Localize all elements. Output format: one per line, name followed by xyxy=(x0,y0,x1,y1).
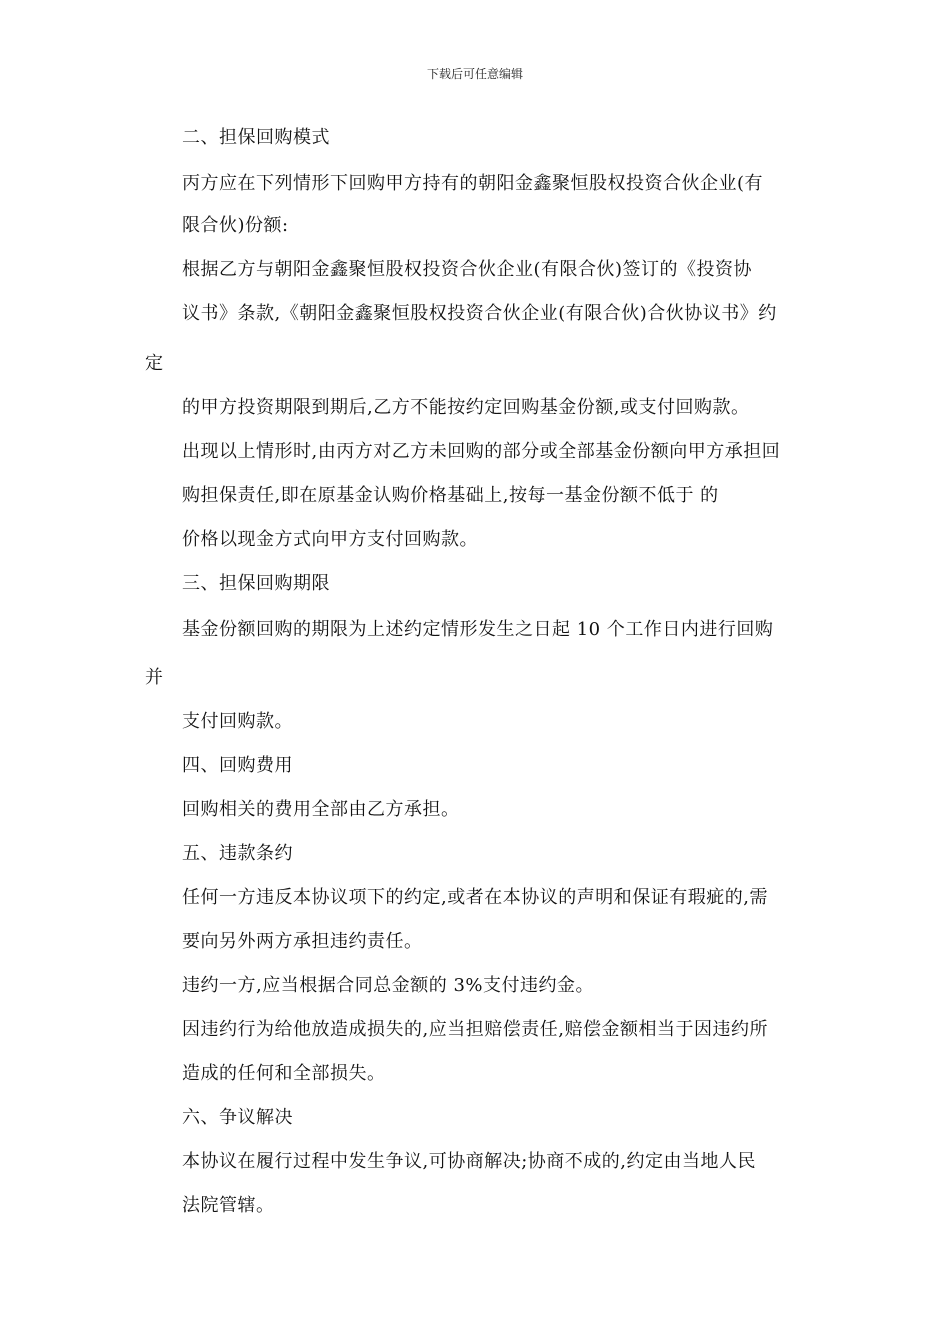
paragraph-line: 因违约行为给他放造成损失的,应当担赔偿责任,赔偿金额相当于因违约所 xyxy=(182,1019,768,1040)
paragraph-line: 根据乙方与朝阳金鑫聚恒股权投资合伙企业(有限合伙)签订的《投资协 xyxy=(182,259,753,280)
paragraph-line: 丙方应在下列情形下回购甲方持有的朝阳金鑫聚恒股权投资合伙企业(有 xyxy=(182,173,764,194)
paragraph-line: 的甲方投资期限到期后,乙方不能按约定回购基金份额,或支付回购款。 xyxy=(182,397,750,418)
paragraph-line: 违约一方,应当根据合同总金额的 3%支付违约金。 xyxy=(182,975,594,996)
page-header: 下载后可任意编辑 xyxy=(426,67,523,81)
paragraph-line: 基金份额回购的期限为上述约定情形发生之日起 10 个工作日内进行回购 xyxy=(182,619,774,640)
paragraph-line: 法院管辖。 xyxy=(182,1195,275,1216)
paragraph-line: 定 xyxy=(145,353,164,374)
paragraph-line: 回购相关的费用全部由乙方承担。 xyxy=(182,799,460,820)
paragraph-line: 任何一方违反本协议项下的约定,或者在本协议的声明和保证有瑕疵的,需 xyxy=(182,887,768,908)
section-heading-repurchase-costs: 四、回购费用 xyxy=(182,755,293,776)
paragraph-line: 要向另外两方承担违约责任。 xyxy=(182,931,423,952)
paragraph-line: 限合伙)份额: xyxy=(182,215,289,236)
paragraph-line: 本协议在履行过程中发生争议,可协商解决;协商不成的,约定由当地人民 xyxy=(182,1151,757,1172)
paragraph-line: 购担保责任,即在原基金认购价格基础上,按每一基金份额不低于 的 xyxy=(182,485,719,506)
paragraph-line: 支付回购款。 xyxy=(182,711,293,732)
section-heading-guarantee-period: 三、担保回购期限 xyxy=(182,573,330,594)
paragraph-line: 造成的任何和全部损失。 xyxy=(182,1063,386,1084)
paragraph-line: 并 xyxy=(145,667,164,688)
paragraph-line: 价格以现金方式向甲方支付回购款。 xyxy=(182,529,478,550)
section-heading-dispute-resolution: 六、争议解决 xyxy=(182,1107,293,1128)
section-heading-guarantee-mode: 二、担保回购模式 xyxy=(182,127,330,148)
paragraph-line: 出现以上情形时,由丙方对乙方未回购的部分或全部基金份额向甲方承担回 xyxy=(182,441,781,462)
section-heading-breach-terms: 五、违款条约 xyxy=(182,843,293,864)
paragraph-line: 议书》条款,《朝阳金鑫聚恒股权投资合伙企业(有限合伙)合伙协议书》约 xyxy=(182,303,777,324)
